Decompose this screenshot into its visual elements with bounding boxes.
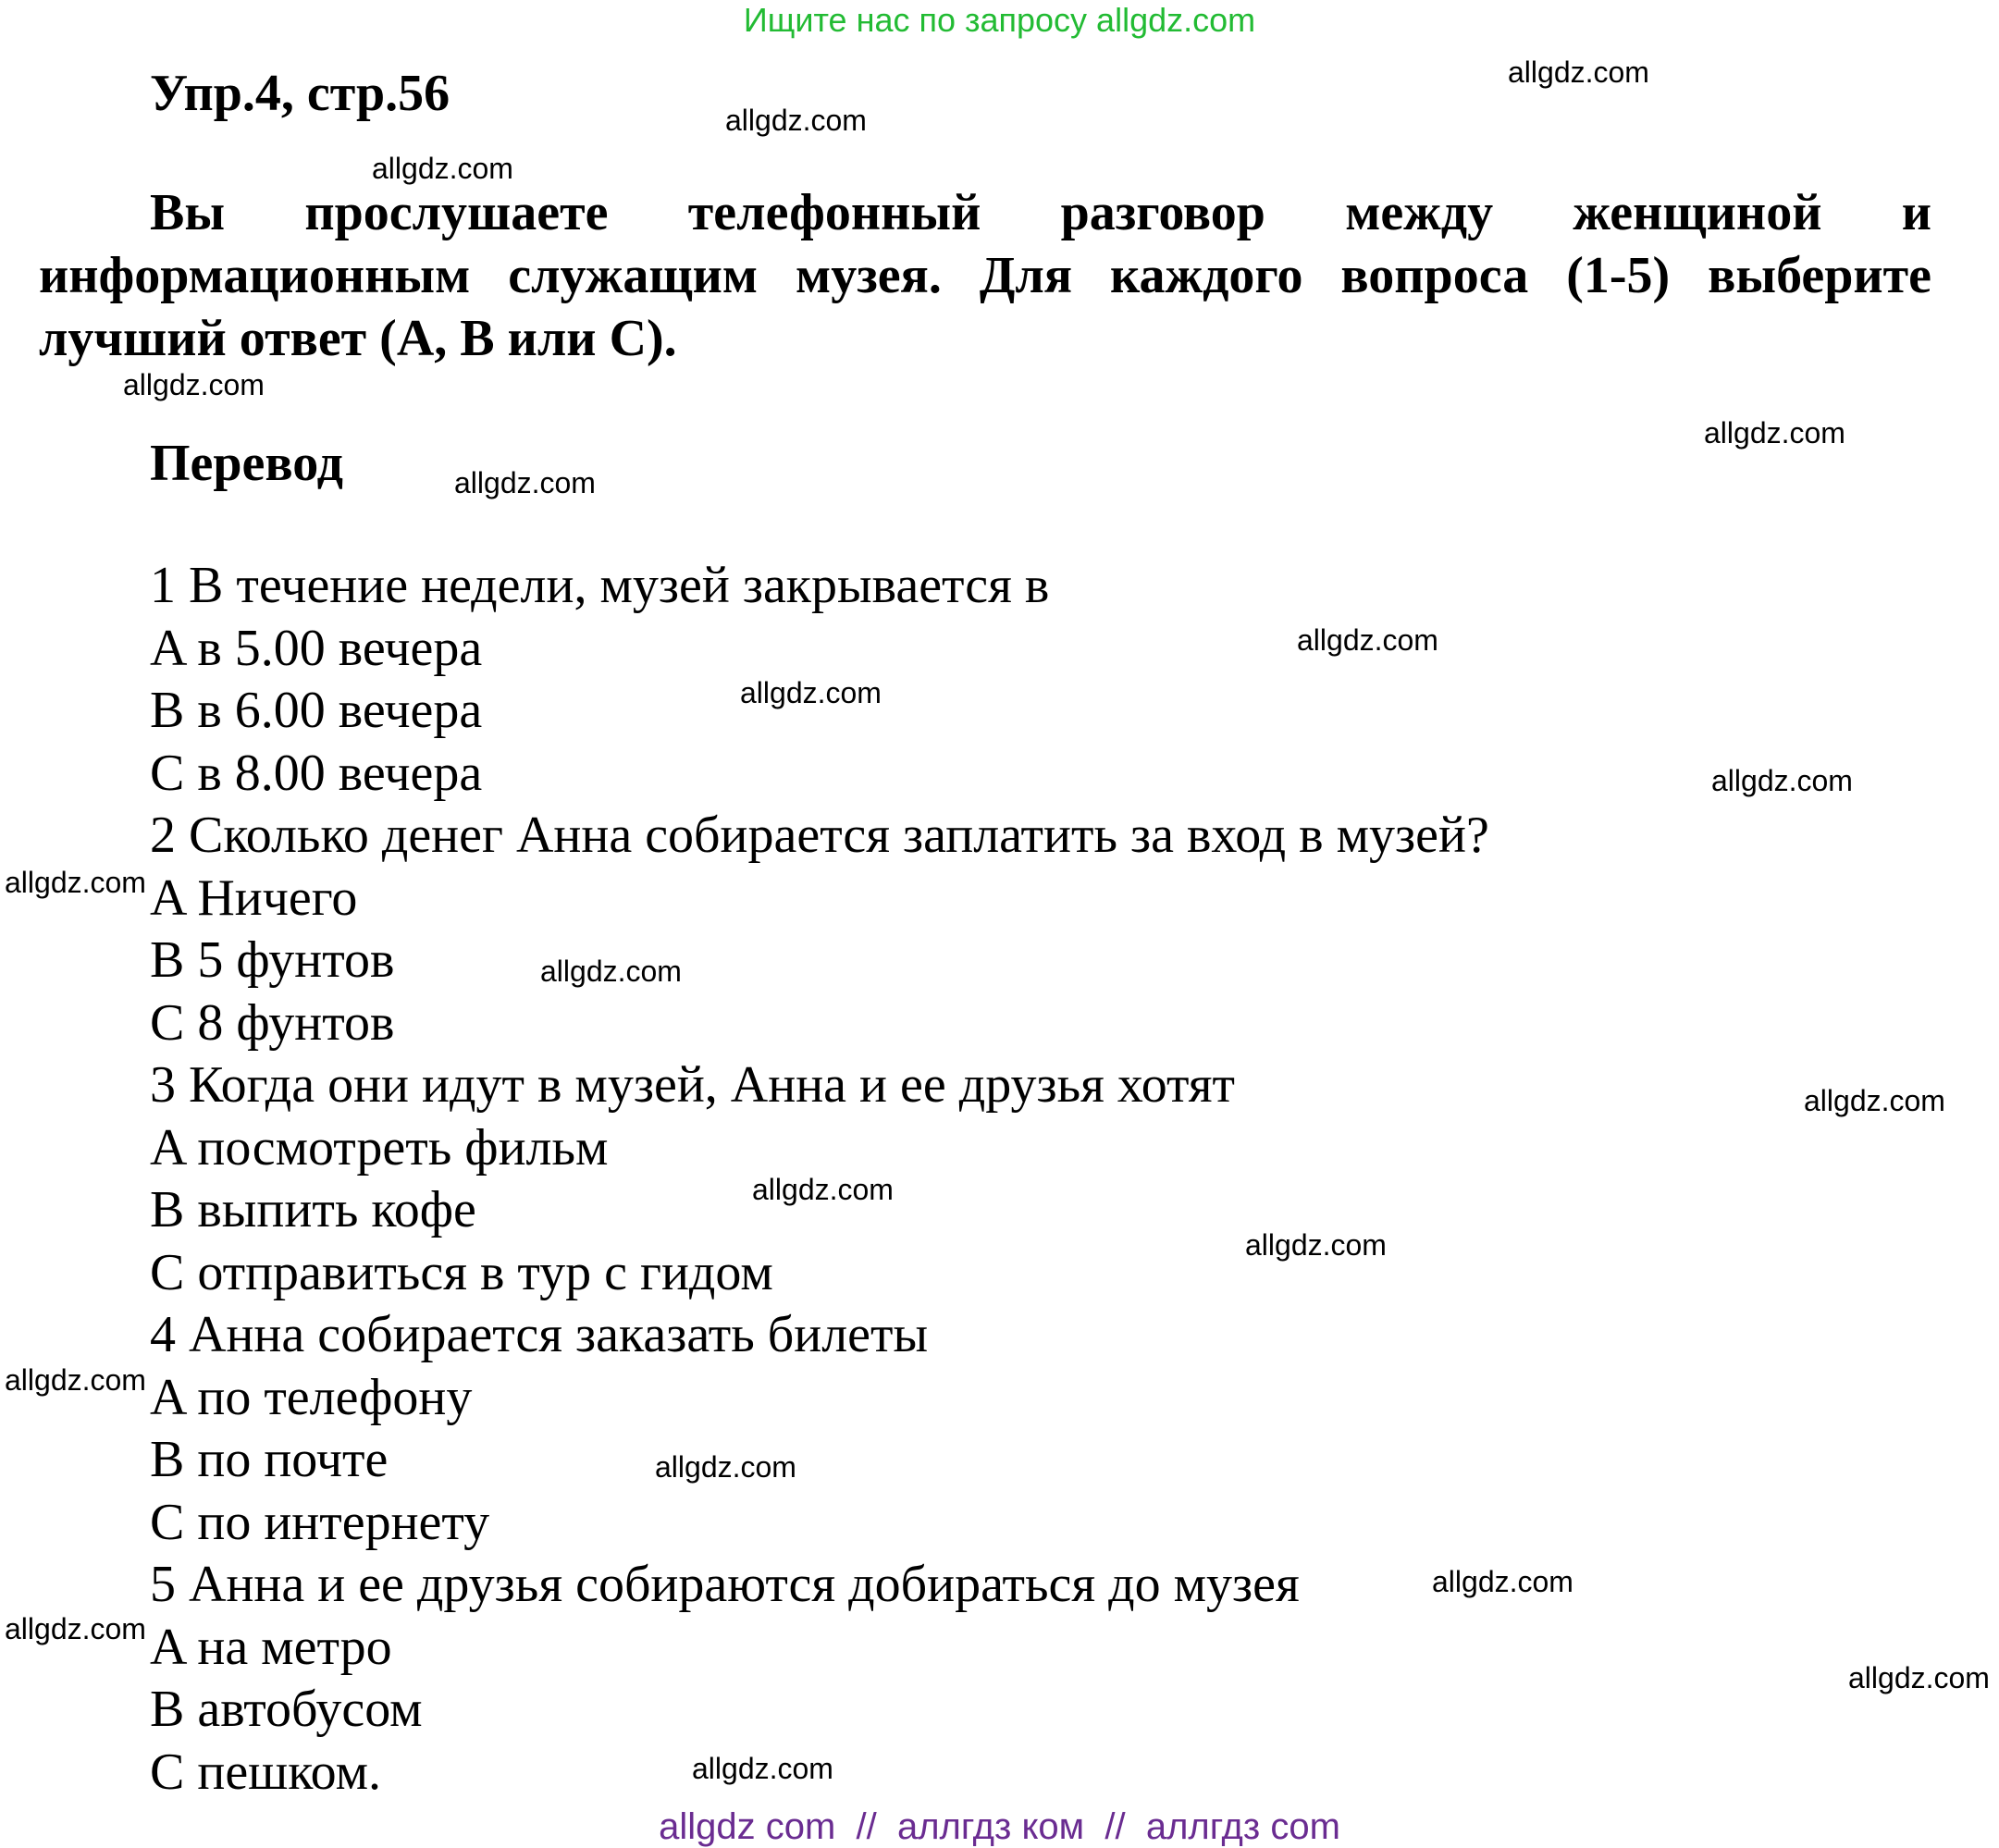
answer-2a: A Ничего: [150, 869, 358, 927]
question-1: 1 В течение недели, музей закрывается в: [150, 557, 1050, 614]
question-4: 4 Анна собирается заказать билеты: [150, 1306, 929, 1363]
answer-1a: A в 5.00 вечера: [150, 619, 483, 677]
watermark: allgdz.com: [454, 466, 596, 499]
answer-4a: A по телефону: [150, 1368, 473, 1426]
exercise-title: Упр.4, стр.56: [150, 65, 450, 122]
question-5: 5 Анна и ее друзья собираются добираться до музея: [150, 1556, 1300, 1613]
watermark: allgdz.com: [1432, 1565, 1573, 1598]
top-banner[interactable]: Ищите нас по запросу allgdz.com: [743, 1, 1256, 39]
question-3: 3 Когда они идут в музей, Анна и ее друзья хотят: [150, 1056, 1235, 1114]
answer-2b: B 5 фунтов: [150, 931, 395, 989]
watermark: allgdz.com: [1848, 1661, 1990, 1694]
watermark: allgdz.com: [725, 104, 867, 137]
answer-3b: B выпить кофе: [150, 1181, 476, 1238]
answer-1b: B в 6.00 вечера: [150, 682, 483, 739]
answer-5a: A на метро: [150, 1618, 392, 1676]
watermark: allgdz.com: [1711, 764, 1853, 797]
answer-4c: C по интернету: [150, 1493, 490, 1551]
translation-heading: Перевод: [150, 435, 343, 492]
watermark: allgdz.com: [5, 1612, 146, 1645]
watermark: allgdz.com: [1245, 1228, 1387, 1262]
answer-5b: B автобусом: [150, 1681, 423, 1738]
watermark: allgdz.com: [540, 955, 682, 988]
watermark: allgdz.com: [740, 676, 882, 709]
answer-2c: C 8 фунтов: [150, 993, 395, 1052]
watermark: allgdz.com: [1508, 55, 1649, 89]
watermark: allgdz.com: [1704, 416, 1845, 450]
watermark: allgdz.com: [372, 152, 513, 185]
watermark: allgdz.com: [5, 1363, 146, 1397]
answer-5c: C пешком.: [150, 1743, 382, 1801]
watermark: allgdz.com: [1804, 1084, 1945, 1117]
watermark: allgdz.com: [1297, 623, 1438, 657]
answer-3a: A посмотреть фильм: [150, 1118, 609, 1177]
question-2: 2 Сколько денег Анна собирается заплатить за вход в музей?: [150, 807, 1489, 864]
exercise-instruction: Вы прослушаете телефонный разговор между женщиной и информационным служащим музея. Для каждого вопроса (1-5) выберите лучший ответ (A, B или C).: [39, 184, 1931, 367]
answer-3c: C отправиться в тур с гидом: [150, 1243, 773, 1301]
answer-4b: B по почте: [150, 1431, 389, 1488]
watermark: allgdz.com: [123, 368, 265, 401]
watermark: allgdz.com: [752, 1173, 894, 1206]
footer-link[interactable]: allgdz com // аллгдз ком // аллгдз com: [659, 1806, 1340, 1847]
answer-1c: C в 8.00 вечера: [150, 744, 483, 802]
watermark: allgdz.com: [692, 1752, 833, 1785]
watermark: allgdz.com: [655, 1450, 796, 1484]
watermark: allgdz.com: [5, 866, 146, 899]
